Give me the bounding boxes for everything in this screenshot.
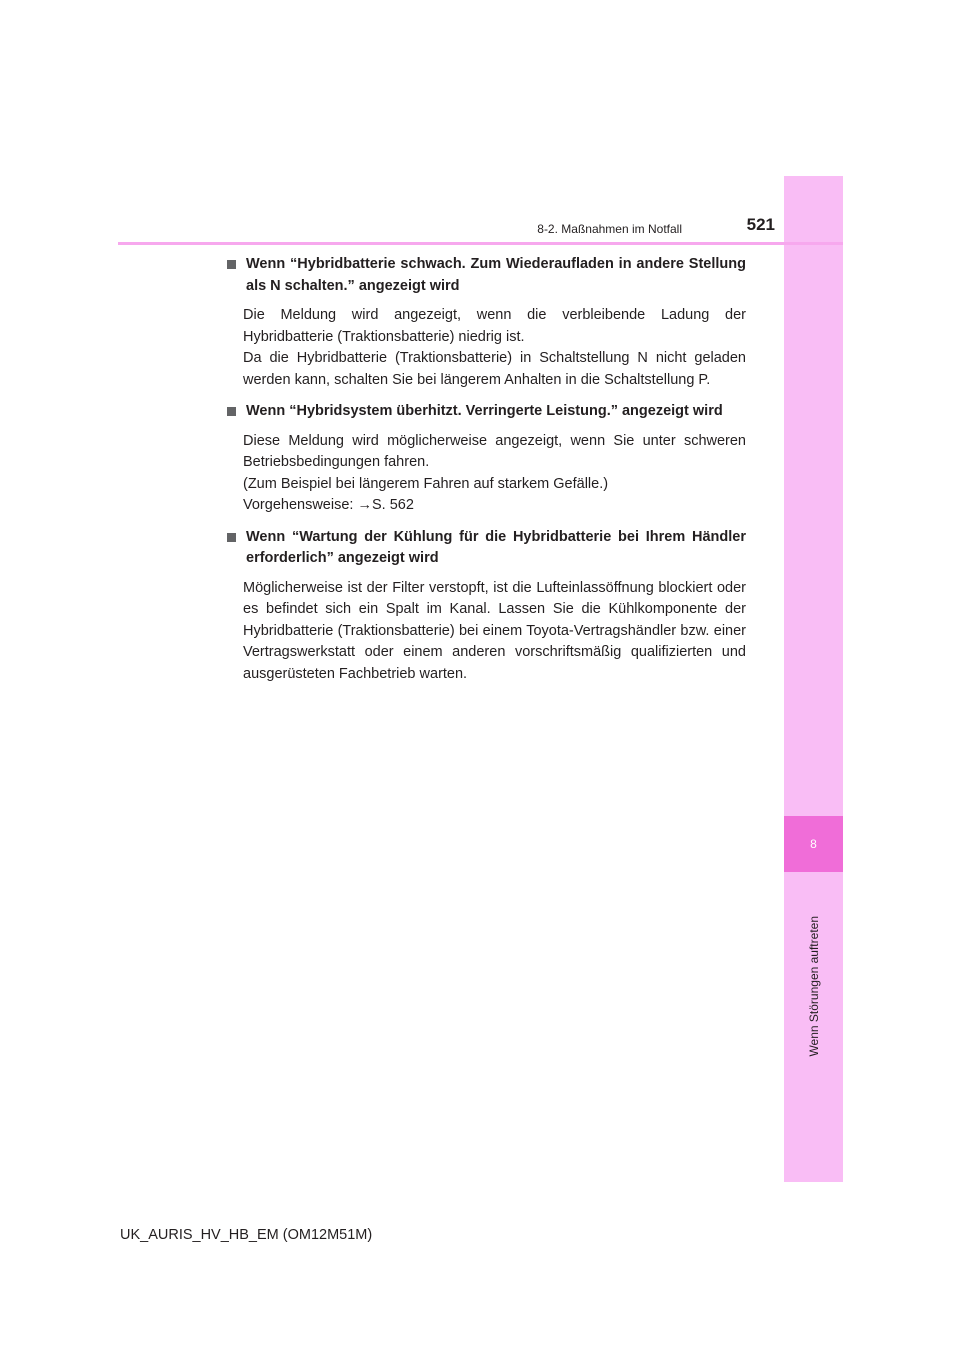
square-bullet-icon: [227, 533, 236, 542]
footer-model-code: UK_AURIS_HV_HB_EM (OM12M51M): [120, 1227, 373, 1243]
section-overheat: [226, 401, 746, 517]
chapter-title-tab: [784, 876, 843, 1096]
paragraph-text: (Zum Beispiel bei längerem Fahren auf starkem Gefälle.): [243, 475, 609, 492]
section-heading-text: Wenn “Hybridsystem überhitzt. Verringerte Leistung.” angezeigt wird: [246, 403, 723, 419]
paragraph-text: Die Meldung wird angezeigt, wenn die verbleibende Ladung der Hybridbatterie (Traktionsbatterie) niedrig ist.: [243, 307, 746, 345]
page-number: 521: [746, 215, 775, 234]
section-heading-text: Wenn “Wartung der Kühlung für die Hybridbatterie bei Ihrem Händler erforderlich” angezeigt wird: [246, 528, 746, 566]
section-heading: [226, 401, 746, 423]
chapter-title: Wenn Störungen auftreten: [806, 915, 821, 1057]
page-reference: Vorgehensweise: →S. 562: [243, 497, 414, 513]
paragraph: [226, 305, 746, 391]
header-divider: [118, 242, 843, 245]
square-bullet-icon: [227, 260, 236, 269]
paragraph-text: Diese Meldung wird möglicherweise angezeigt, wenn Sie unter schweren Betriebsbedingungen fahren.: [243, 432, 746, 470]
section-heading-text: Wenn “Hybridbatterie schwach. Zum Wiederaufladen in andere Stellung als N schalten.” angezeigt wird: [246, 256, 746, 294]
section-heading: [226, 254, 746, 297]
page-content: [226, 254, 746, 695]
section-cooling-maintenance: [226, 527, 746, 686]
section-low-battery: [226, 254, 746, 391]
paragraph-text: Möglicherweise ist der Filter verstopft, ist die Lufteinlassöffnung blockiert oder es befindet sich ein Spalt im Kanal. Lassen Sie die Kühlkomponente der Hybridbatterie (Traktionsbatterie) bei einem Toyota-Vertragshändler bzw. einer Vertragswerkstatt oder einem anderen vorschriftsmäßig qualifizierten und ausgerüsteten Fachbetrieb warten.: [243, 579, 746, 682]
paragraph: [226, 431, 746, 517]
chapter-number: 8: [810, 837, 817, 851]
paragraph: [226, 578, 746, 686]
section-title: 8-2. Maßnahmen im Notfall: [537, 222, 682, 236]
square-bullet-icon: [227, 407, 236, 416]
section-heading: [226, 527, 746, 570]
paragraph-text: Da die Hybridbatterie (Traktionsbatterie) in Schaltstellung N nicht geladen werden kann, schalten Sie bei längerem Anhalten in die Schaltstellung P.: [243, 350, 746, 388]
chapter-number-tab: [784, 816, 843, 872]
